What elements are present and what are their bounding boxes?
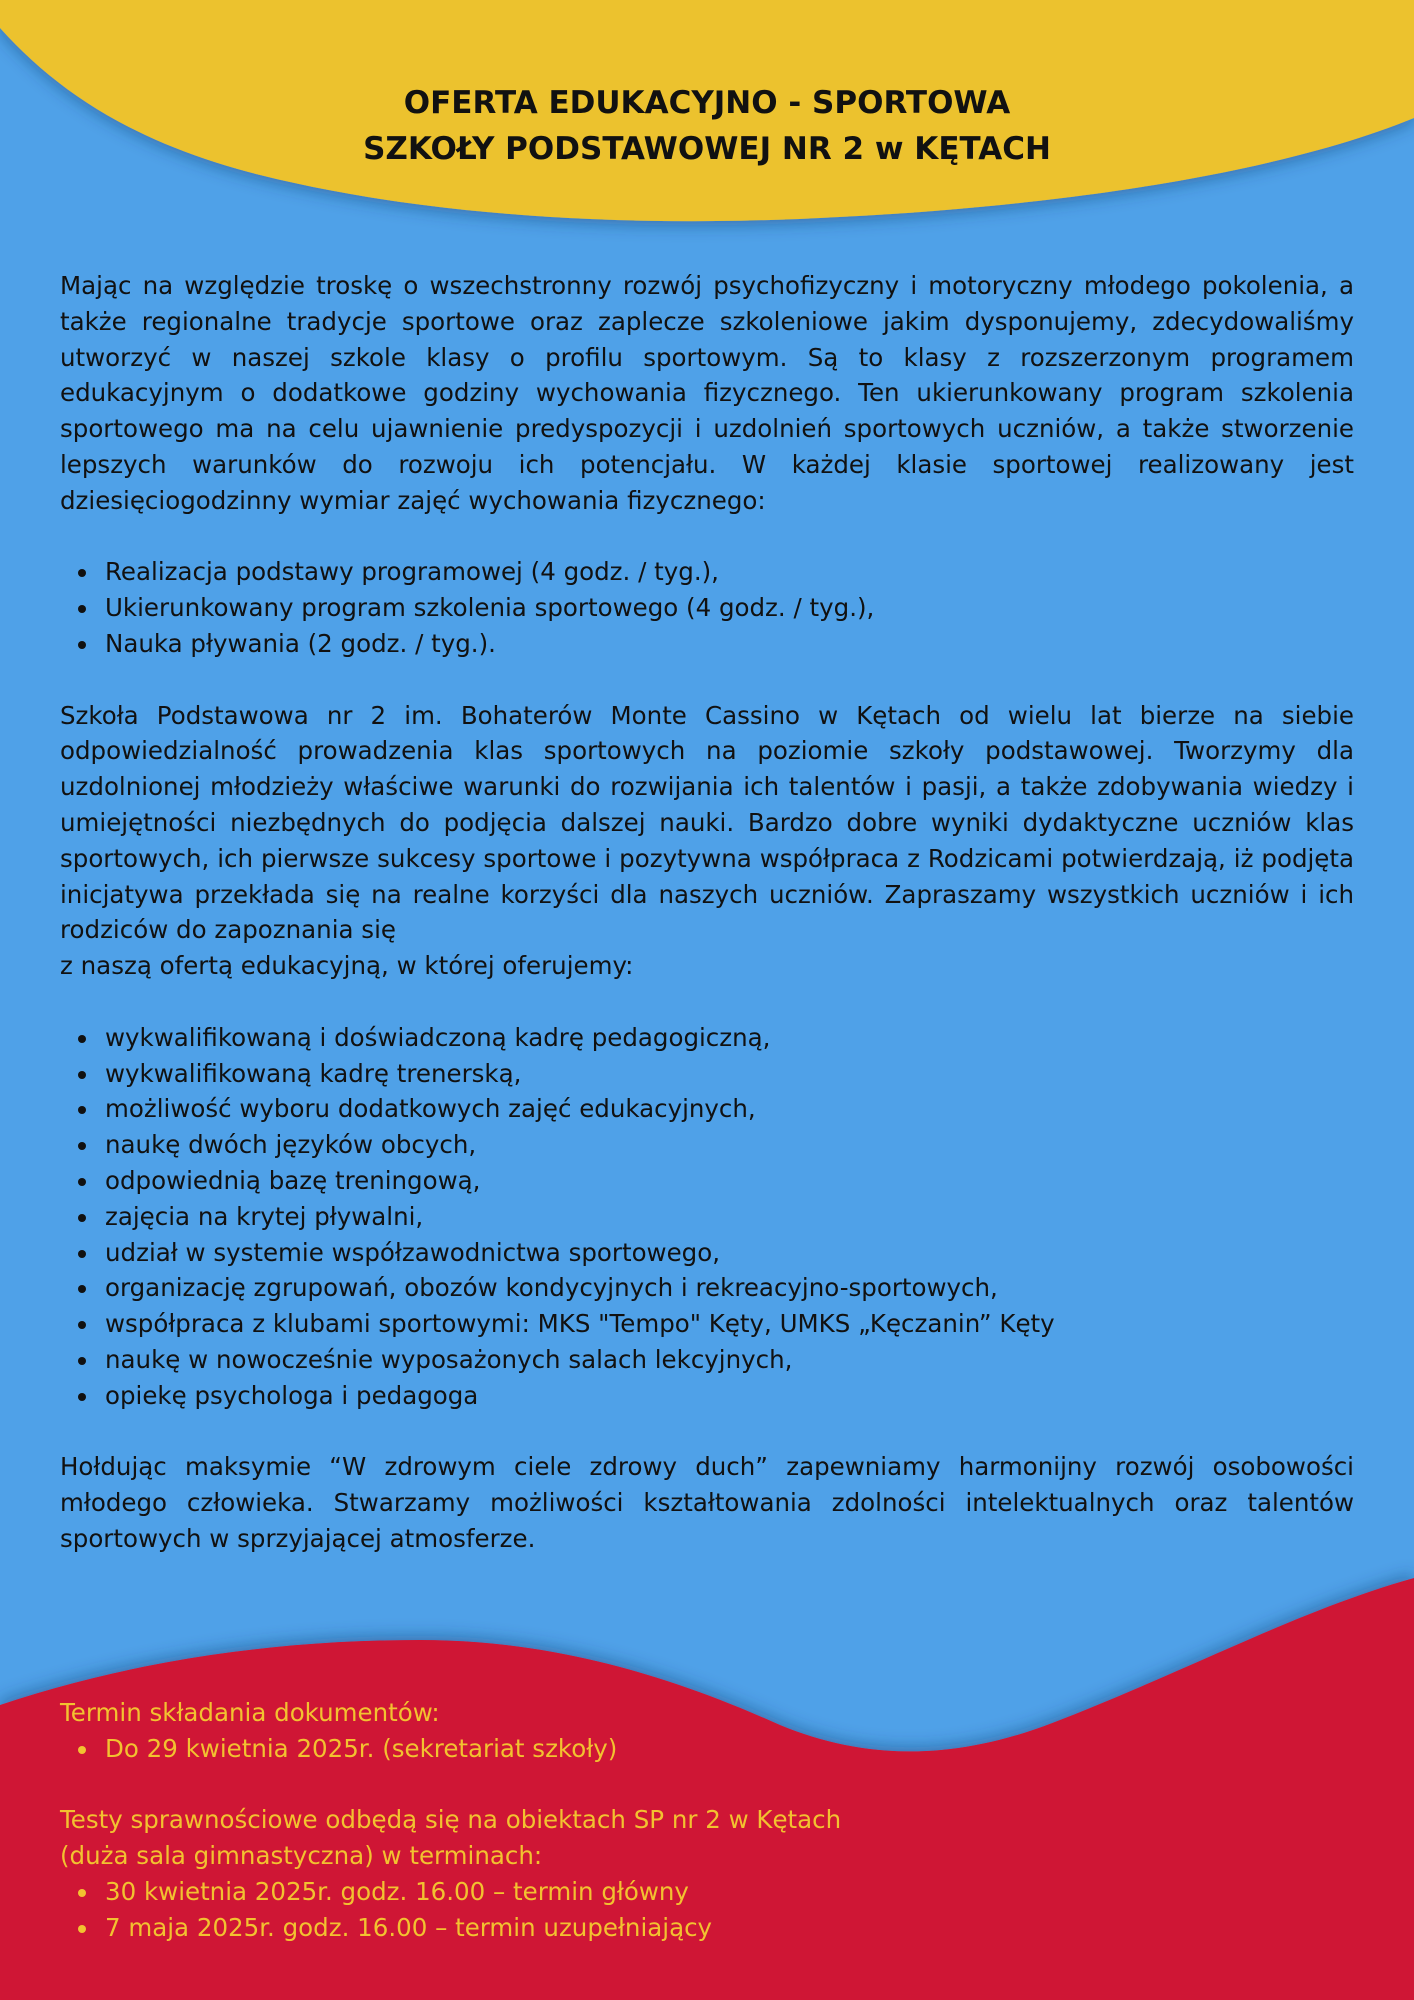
school-paragraph [60,698,1354,949]
list-item: wykwalifikowaną i doświadczoną kadrę pedagogiczną, [105,1020,1354,1056]
list-item: 30 kwietnia 2025r. godz. 16.00 – termin główny [105,1874,1354,1910]
tests-heading-line-2: (duża sala gimnastyczna) w terminach: [60,1841,543,1871]
tests-heading-line-1: Testy sprawnościowe odbędą się na obiektach SP nr 2 w Kętach [60,1805,842,1835]
list-item: wykwalifikowaną kadrę trenerską, [105,1056,1354,1092]
page-title [0,80,1414,172]
pe-hours-list [60,554,1354,661]
list-item: 7 maja 2025r. godz. 16.00 – termin uzupełniający [105,1910,1354,1946]
documents-heading: Termin składania dokumentów: [60,1698,440,1727]
list-item: Realizacja podstawy programowej (4 godz. / tyg.), [105,554,1354,590]
list-item: współpraca z klubami sportowymi: MKS "Tempo" Kęty, UMKS „Kęczanin” Kęty [105,1306,1354,1342]
list-item: organizację zgrupowań, obozów kondycyjnych i rekreacyjno-sportowych, [105,1270,1354,1306]
main-content [60,268,1354,1557]
list-item: opiekę psychologa i pedagoga [105,1378,1354,1414]
footer-info [60,1695,1354,1946]
closing-paragraph: Hołdując maksymie “W zdrowym ciele zdrowy duch” zapewniamy harmonijny rozwój osobowości młodego człowieka. Stwarzamy możliwości kształtowania zdolności intelektualnych oraz talentów sportowych w sprzyjającej atmosferze. [60,1452,1354,1553]
school-paragraph-main: Szkoła Podstawowa nr 2 im. Bohaterów Monte Cassino w Kętach od wielu lat bierze na siebie odpowiedzialność prowadzenia klas sportowych na poziomie szkoły podstawowej. Tworzymy dla uzdolnionej młodzieży właściwe warunki do rozwijania ich talentów i pasji, a także zdobywania wiedzy i umiejętności niezbędnych do podjęcia dalszej nauki. Bardzo dobre wyniki dydaktyczne uczniów klas sportowych, ich pierwsze sukcesy sportowe i pozytywna współpraca z Rodzicami potwierdzają, iż podjęta inicjatywa przekłada się na realne korzyści dla naszych uczniów. Zapraszamy wszystkich uczniów i ich rodziców do zapoznania się [60,700,1354,945]
list-item: Ukierunkowany program szkolenia sportowego (4 godz. / tyg.), [105,590,1354,626]
list-item: naukę w nowocześnie wyposażonych salach lekcyjnych, [105,1342,1354,1378]
title-line-1: OFERTA EDUKACYJNO - SPORTOWA [403,85,1011,121]
school-paragraph-end: z naszą ofertą edukacyjną, w której oferujemy: [60,951,634,981]
title-line-2: SZKOŁY PODSTAWOWEJ NR 2 w KĘTACH [363,131,1051,167]
intro-paragraph: Mając na względzie troskę o wszechstronny rozwój psychofizyczny i motoryczny młodego pokolenia, a także regionalne tradycje sportowe oraz zaplecze szkoleniowe jakim dysponujemy, zdecydowaliśmy utworzyć w naszej szkole klasy o profilu sportowym. Są to klasy z rozszerzonym programem edukacyjnym o dodatkowe godziny wychowania fizycznego. Ten ukierunkowany program szkolenia sportowego ma na celu ujawnienie predyspozycji i uzdolnień sportowych uczniów, a także stworzenie lepszych warunków do rozwoju ich potencjału. W każdej klasie sportowej realizowany jest dziesięciogodzinny wymiar zajęć wychowania fizycznego: [60,271,1354,515]
list-item: udział w systemie współzawodnictwa sportowego, [105,1235,1354,1271]
tests-list [60,1874,1354,1946]
list-item: Nauka pływania (2 godz. / tyg.). [105,626,1354,662]
list-item: zajęcia na krytej pływalni, [105,1199,1354,1235]
documents-list [60,1731,1354,1767]
list-item: odpowiednią bazę treningową, [105,1163,1354,1199]
offer-list [60,1020,1354,1414]
list-item: możliwość wyboru dodatkowych zajęć edukacyjnych, [105,1091,1354,1127]
list-item: Do 29 kwietnia 2025r. (sekretariat szkoły) [105,1731,1354,1767]
list-item: naukę dwóch języków obcych, [105,1127,1354,1163]
